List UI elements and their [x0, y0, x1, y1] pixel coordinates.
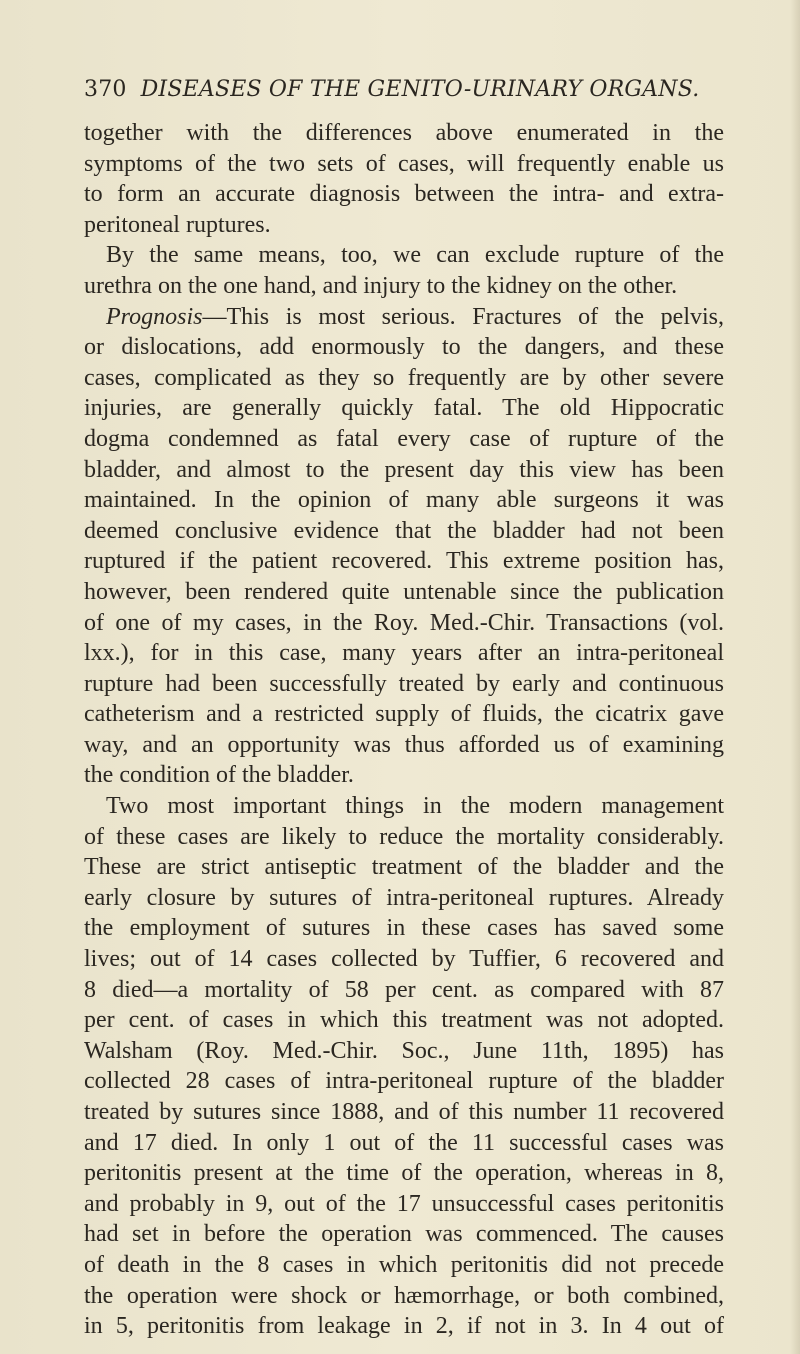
- text-line-25: These are strict antiseptic treatment of the bladder and the: [84, 854, 724, 881]
- text-line-14: deemed conclusive evidence that the bladder had not been: [84, 517, 724, 544]
- page-number: 370: [84, 77, 127, 102]
- text-line-37: had set in before the operation was commenced. The causes: [84, 1221, 724, 1248]
- text-line-2: symptoms of the two sets of cases, will frequently enable us: [84, 150, 724, 177]
- text-line-40: in 5, peritonitis from leakage in 2, if not in 3. In 4 out of: [84, 1313, 724, 1340]
- text-line-34: and 17 died. In only 1 out of the 11 successful cases was: [84, 1129, 724, 1156]
- text-line-23: Two most important things in the modern management: [106, 793, 724, 820]
- text-line-22: the condition of the bladder.: [84, 762, 354, 789]
- text-line-24: of these cases are likely to reduce the mortality considerably.: [84, 823, 724, 850]
- text-line-39: the operation were shock or hæmorrhage, or both combined,: [84, 1282, 724, 1309]
- text-line-19: rupture had been successfully treated by early and continuous: [84, 670, 724, 697]
- text-line-10: injuries, are generally quickly fatal. The old Hippocratic: [84, 395, 724, 422]
- text-line-27: the employment of sutures in these cases has saved some: [84, 915, 724, 942]
- text-line-9: cases, complicated as they so frequently are by other severe: [84, 364, 724, 391]
- text-line-13: maintained. In the opinion of many able surgeons it was: [84, 487, 724, 514]
- text-line-36: and probably in 9, out of the 17 unsuccessful cases peritonitis: [84, 1190, 724, 1217]
- text-line-1: together with the differences above enumerated in the: [84, 120, 724, 146]
- text-line-16: however, been rendered quite untenable since the publication: [84, 578, 724, 605]
- text-line-30: per cent. of cases in which this treatment was not adopted.: [84, 1007, 724, 1034]
- body-text: [84, 118, 724, 1342]
- text-line-5: By the same means, too, we can exclude rupture of the: [106, 242, 724, 269]
- prognosis-text: —This is most serious. Fractures of the pelvis,: [202, 303, 724, 330]
- text-line-33: treated by sutures since 1888, and of this number 11 recovered: [84, 1099, 724, 1125]
- text-line-31: Walsham (Roy. Med.-Chir. Soc., June 11th, 1895) has: [84, 1037, 724, 1064]
- text-line-32: collected 28 cases of intra-peritoneal rupture of the bladder: [84, 1068, 724, 1095]
- text-line-4: peritoneal ruptures.: [84, 211, 271, 238]
- text-line-29: 8 died—a mortality of 58 per cent. as compared with 87: [84, 976, 724, 1003]
- text-line-18: lxx.), for in this case, many years after an intra-peritoneal: [84, 640, 724, 667]
- text-line-8: or dislocations, add enormously to the dangers, and these: [84, 334, 724, 361]
- text-line-3: to form an accurate diagnosis between the intra- and extra-: [84, 181, 724, 208]
- prognosis-heading: Prognosis: [106, 303, 203, 330]
- text-line-15: ruptured if the patient recovered. This extreme position has,: [84, 548, 724, 575]
- text-line-35: peritonitis present at the time of the operation, whereas in 8,: [84, 1160, 724, 1187]
- text-line-12: bladder, and almost to the present day this view has been: [84, 456, 724, 483]
- text-line-17: of one of my cases, in the Roy. Med.-Chir. Transactions (vol.: [84, 609, 724, 636]
- text-line-6: urethra on the one hand, and injury to the kidney on the other.: [84, 272, 678, 299]
- text-line-11: dogma condemned as fatal every case of rupture of the: [84, 425, 724, 452]
- running-header: [84, 77, 724, 102]
- text-line-7: [84, 302, 724, 333]
- page-edge-shadow: [790, 0, 800, 1354]
- text-line-20: catheterism and a restricted supply of fluids, the cicatrix gave: [84, 701, 724, 728]
- text-line-26: early closure by sutures of intra-peritoneal ruptures. Already: [84, 884, 724, 911]
- running-title: DISEASES OF THE GENITO-URINARY ORGANS.: [140, 77, 700, 102]
- text-line-28: lives; out of 14 cases collected by Tuffier, 6 recovered and: [84, 946, 724, 973]
- text-line-21: way, and an opportunity was thus afforded us of examining: [84, 731, 724, 758]
- text-line-38: of death in the 8 cases in which peritonitis did not precede: [84, 1251, 724, 1278]
